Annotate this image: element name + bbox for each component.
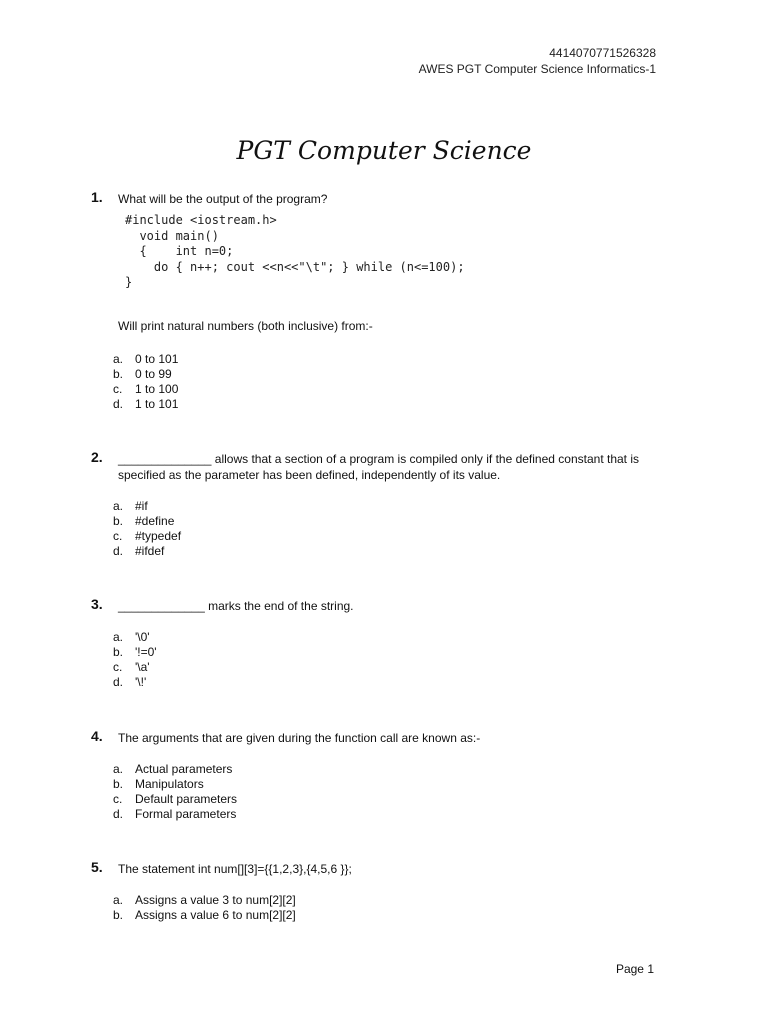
document-id: 4414070771526328 [549, 46, 656, 60]
option-text: #define [135, 514, 175, 528]
option-c [113, 792, 237, 807]
option-b [113, 908, 296, 923]
code-snippet: #include <iostream.h> void main() { int n=0; do { n++; cout <<n<<"\t"; } while (n<=100); } [125, 213, 465, 289]
option-text: 1 to 100 [135, 382, 179, 396]
option-letter: c. [113, 660, 123, 674]
option-text: Actual parameters [135, 762, 233, 776]
options-list [113, 630, 157, 690]
option-letter: d. [113, 397, 124, 411]
option-d [113, 397, 178, 412]
options-list [113, 762, 237, 822]
option-text: #if [135, 499, 148, 513]
option-text: Assigns a value 3 to num[2][2] [135, 893, 296, 907]
question-number: 4. [91, 728, 103, 744]
option-text: 1 to 101 [135, 397, 179, 411]
option-d [113, 807, 237, 822]
option-letter: b. [113, 908, 124, 922]
option-text: Assigns a value 6 to num[2][2] [135, 908, 296, 922]
option-text: '\!' [135, 675, 147, 689]
option-c [113, 529, 181, 544]
option-text: '!=0' [135, 645, 157, 659]
option-letter: a. [113, 352, 124, 366]
option-letter: a. [113, 893, 124, 907]
option-a [113, 499, 181, 514]
option-a [113, 893, 296, 908]
option-letter: b. [113, 777, 124, 791]
question-number: 2. [91, 449, 103, 465]
question-number: 5. [91, 859, 103, 875]
option-letter: a. [113, 762, 124, 776]
option-letter: d. [113, 544, 124, 558]
option-letter: d. [113, 807, 124, 821]
options-list [113, 893, 296, 923]
question-text: The arguments that are given during the function call are known as:- [118, 731, 481, 745]
option-letter: b. [113, 367, 124, 381]
page-number: Page 1 [615, 962, 654, 976]
option-d [113, 544, 181, 559]
option-letter: a. [113, 630, 124, 644]
option-letter: c. [113, 382, 123, 396]
option-letter: b. [113, 645, 124, 659]
option-c [113, 382, 178, 397]
option-letter: b. [113, 514, 124, 528]
option-c [113, 660, 157, 675]
question-number: 3. [91, 596, 103, 612]
option-text: Manipulators [135, 777, 204, 791]
option-text: '\a' [135, 660, 150, 674]
question-number: 1. [91, 189, 103, 205]
option-text: #typedef [135, 529, 182, 543]
option-d [113, 675, 157, 690]
option-b [113, 777, 237, 792]
option-text: Default parameters [135, 792, 238, 806]
option-b [113, 645, 157, 660]
question-text: _____________ marks the end of the string. [118, 599, 354, 613]
option-text: 0 to 99 [135, 367, 172, 381]
option-letter: c. [113, 529, 123, 543]
option-letter: c. [113, 792, 123, 806]
option-a [113, 630, 157, 645]
options-list [113, 352, 178, 412]
question-text: The statement int num[][3]={{1,2,3},{4,5,6 }}; [118, 862, 352, 876]
option-text: #ifdef [135, 544, 165, 558]
option-letter: d. [113, 675, 124, 689]
option-text: Formal parameters [135, 807, 237, 821]
options-list [113, 499, 181, 559]
option-b [113, 514, 181, 529]
option-text: '\0' [135, 630, 150, 644]
option-a [113, 352, 178, 367]
document-subtitle: AWES PGT Computer Science Informatics-1 [418, 62, 656, 76]
page-title: PGT Computer Science [236, 136, 532, 165]
option-letter: a. [113, 499, 124, 513]
option-a [113, 762, 237, 777]
option-b [113, 367, 178, 382]
question-text: What will be the output of the program? [118, 192, 328, 206]
question-subtext: Will print natural numbers (both inclusive) from:- [118, 319, 373, 333]
option-text: 0 to 101 [135, 352, 179, 366]
question-text: ______________ allows that a section of a program is compiled only if the defined constant that is specified as the parameter has been defined, independently of its value. [118, 452, 639, 482]
